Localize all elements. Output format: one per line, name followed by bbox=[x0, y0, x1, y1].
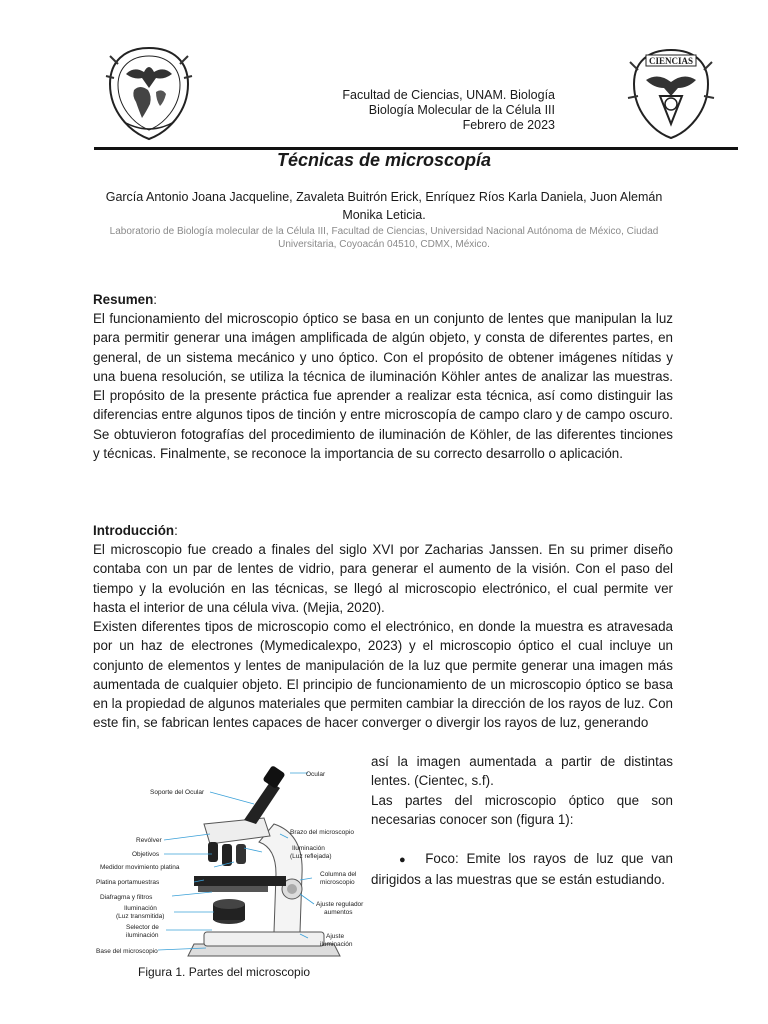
paper-title: Técnicas de microscopía bbox=[276, 150, 492, 170]
label-medidor: Medidor movimiento platina bbox=[100, 864, 180, 871]
label-objetivos: Objetivos bbox=[132, 851, 160, 858]
bullet-dot-icon: ● bbox=[395, 854, 410, 866]
label-iluminacion-reflejada-1: Iluminación bbox=[292, 845, 325, 852]
label-ajuste-regulador-1: Ajuste regulador bbox=[316, 901, 364, 908]
label-platina: Platina portamuestras bbox=[96, 879, 160, 886]
intro-paragraph-3: Las partes del microscopio óptico que son necesarias conocer son (figura 1): bbox=[371, 793, 673, 828]
header-institution: Facultad de Ciencias, UNAM. Biología bbox=[342, 88, 555, 102]
figure-caption: Figura 1. Partes del microscopio bbox=[138, 965, 311, 979]
ciencias-seal-icon bbox=[626, 46, 716, 142]
label-iluminacion-transmitida-1: Iluminación bbox=[124, 905, 157, 912]
bullet-foco bbox=[371, 849, 673, 890]
intro-heading-line bbox=[93, 521, 673, 540]
intro-colon: : bbox=[174, 523, 178, 538]
intro-paragraph-1: El microscopio fue creado a finales del siglo XVI por Zacharias Janssen. En su primer diseño contaba con un par de lentes de vidrio, para generar el aumento de la visión. Con el paso del tiempo y la evolución en las técnicas, se llegó al microscopio electrónico, el cual permite ver hasta el interior de una célula viva. (Mejia, 2020). bbox=[93, 542, 673, 615]
resumen-body: El funcionamiento del microscopio óptico se basa en un conjunto de lentes que manipulan la luz para permitir generar una imágen amplificada de algún objeto, y consta de diferentes partes, en general, de un sistema mecánico y uno óptico. Con el propósito de obtener imágenes nítidas y una buena resolución, se utiliza la técnica de iluminación Köhler antes de analizar las muestras. El propósito de la presente práctica fue aprender a realizar esta técnica, así como distinguir las diferencias entre algunos tipos de tinción y entre microscopía de campo claro y de campo oscuro. Se obtuvieron fotografías del procedimiento de iluminación de Köhler, de las diferentes tinciones y técnicas. Finalmente, se reconoce la importancia de su correcto desarrollo o aplicación. bbox=[93, 311, 673, 462]
label-diafragma: Diafragma y filtros bbox=[100, 894, 153, 901]
header-date: Febrero de 2023 bbox=[462, 118, 555, 132]
intro-paragraph-2-continued: así la imagen aumentada a partir de distintas lentes. (Cientec, s.f). bbox=[371, 754, 673, 789]
resumen-heading-line bbox=[93, 290, 673, 309]
intro-heading: Introducción bbox=[93, 523, 175, 538]
label-base: Base del microscopio bbox=[96, 948, 158, 955]
label-selector-1: Selector de bbox=[126, 924, 159, 931]
label-brazo: Brazo del microscopio bbox=[290, 829, 354, 836]
paper-affiliation: Laboratorio de Biología molecular de la Célula III, Facultad de Ciencias, Universidad Nacional Autónoma de México, Ciudad Universitaria, Coyoacán 04510, CDMX, México. bbox=[109, 226, 659, 250]
label-columna-1: Columna del bbox=[320, 871, 357, 878]
label-selector-2: iluminación bbox=[126, 932, 159, 939]
label-columna-2: microscopio bbox=[320, 879, 355, 886]
label-ajuste-iluminacion-1: Ajuste bbox=[326, 933, 345, 940]
label-soporte-ocular: Soporte del Ocular bbox=[150, 789, 205, 796]
label-iluminacion-transmitida-2: (Luz transmitida) bbox=[116, 913, 165, 920]
intro-paragraph-2: Existen diferentes tipos de microscopio como el electrónico, en donde la muestra es atravesada por un haz de electrones (Mymedicalexpo, 2023) y el microscopio óptico el cual incluye un conjunto de elementos y lentes de manipulación de la luz que permite generar una imagen más aumentada de cualquier objeto. El principio de funcionamiento de un microscopio óptico se basa en la propiedad de algunos materiales que permiten cambiar la dirección de los rayos de luz. Con este fin, se fabrican lentes capaces de hacer converger o divergir los rayos de luz, generando bbox=[93, 619, 673, 731]
unam-seal-icon bbox=[104, 44, 194, 142]
header-course: Biología Molecular de la Célula III bbox=[368, 103, 555, 117]
label-ocular: Ocular bbox=[306, 771, 326, 778]
label-iluminacion-reflejada-2: (Luz reflejada) bbox=[290, 853, 332, 860]
bullet-foco-text: Foco: Emite los rayos de luz que van dirigidos a las muestras que se están estudiando. bbox=[371, 851, 673, 888]
figure-microscope bbox=[94, 764, 364, 962]
label-ajuste-iluminacion-2: iluminación bbox=[320, 941, 353, 948]
label-ajuste-regulador-2: aumentos bbox=[324, 909, 353, 916]
paper-authors: García Antonio Joana Jacqueline, Zavaleta Buitrón Erick, Enríquez Ríos Karla Daniela, Juon Alemán Monika Leticia. bbox=[105, 190, 663, 222]
ciencias-seal-text: CIENCIAS bbox=[648, 56, 694, 66]
resumen-heading: Resumen bbox=[93, 292, 154, 307]
resumen-colon: : bbox=[153, 292, 158, 307]
label-revolver: Revólver bbox=[136, 837, 162, 844]
